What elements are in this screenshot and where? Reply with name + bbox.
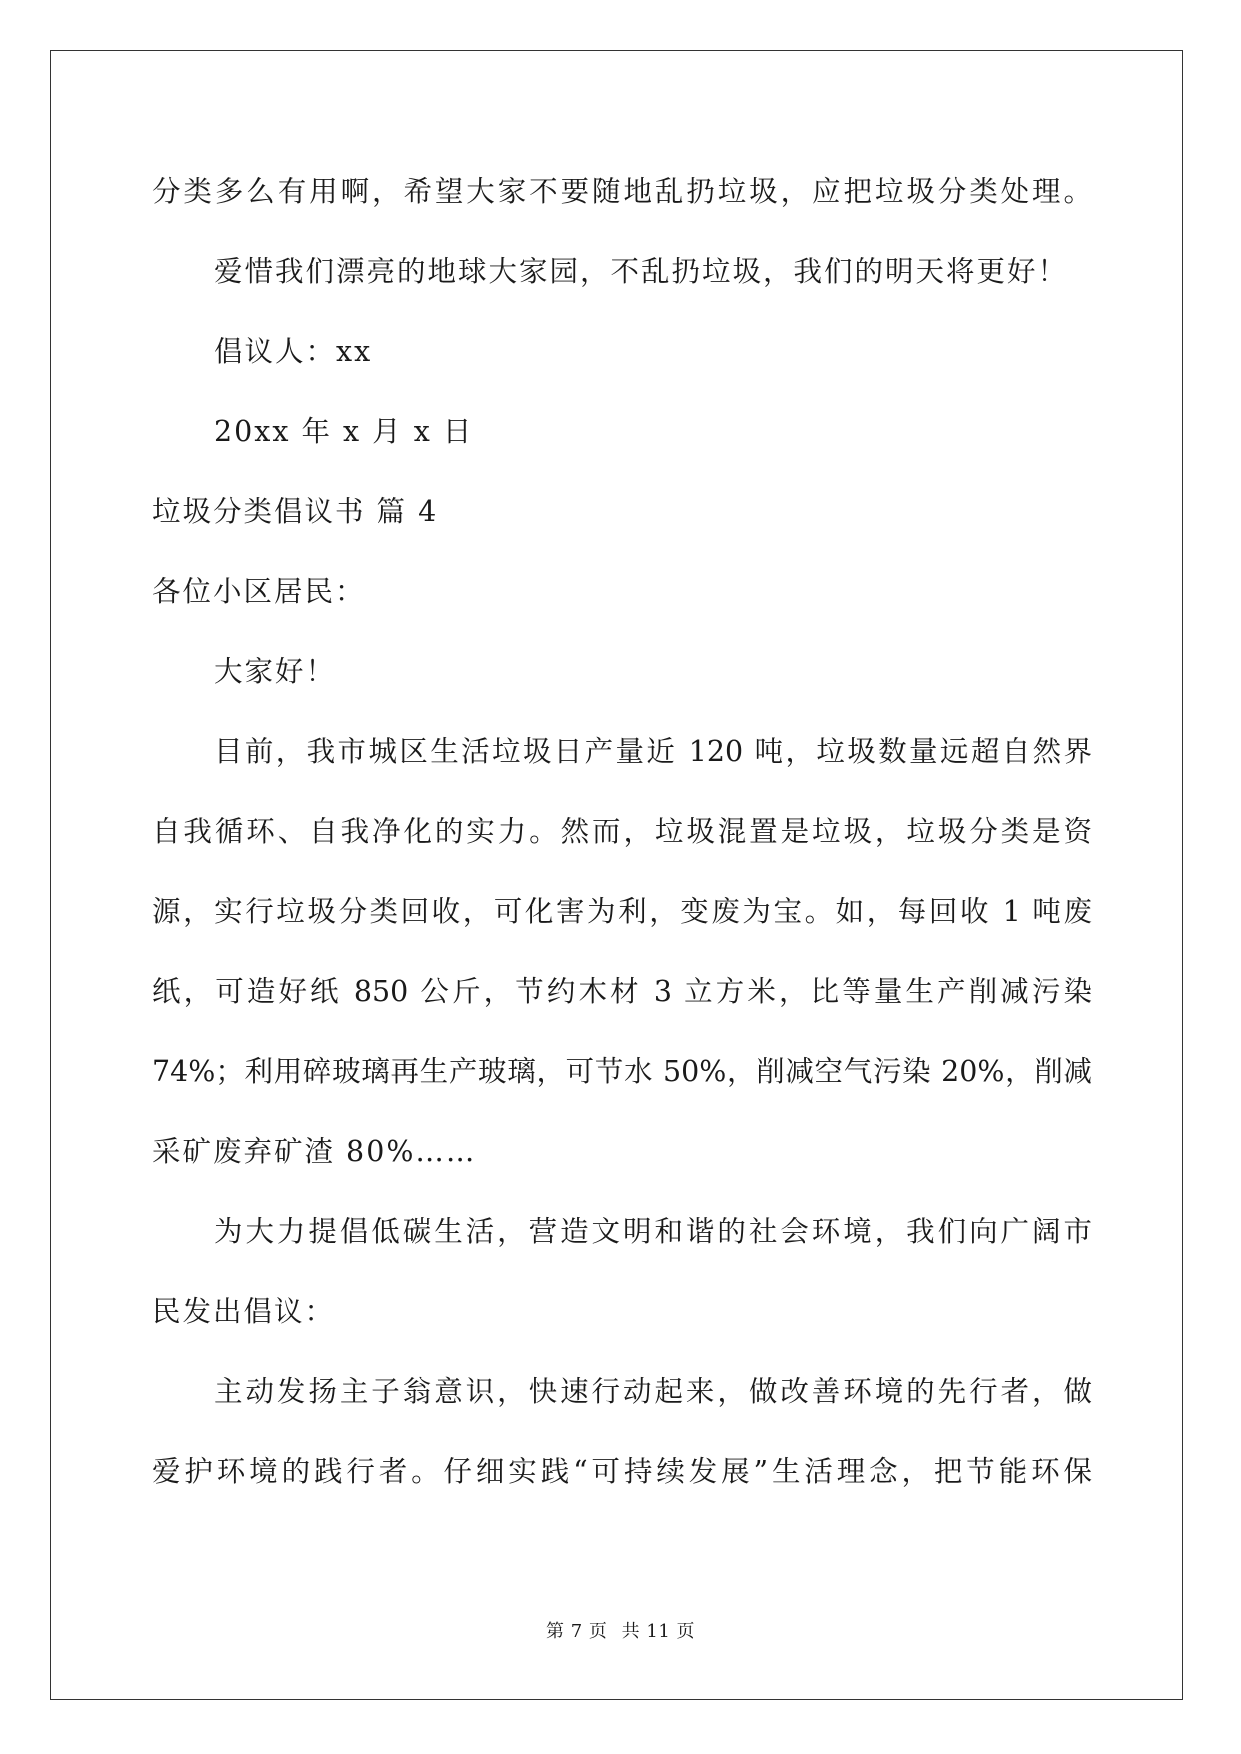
body-text-line: 自我循环、自我净化的实力。然而，垃圾混置是垃圾，垃圾分类是资	[152, 815, 1092, 848]
body-text-line: 采矿废弃矿渣 80%……	[152, 1135, 477, 1168]
section-heading: 垃圾分类倡议书 篇 4	[152, 495, 439, 528]
body-text-line: 为大力提倡低碳生活，营造文明和谐的社会环境，我们向广阔市	[214, 1215, 1092, 1248]
body-text-line: 主动发扬主子翁意识，快速行动起来，做改善环境的先行者，做	[214, 1375, 1092, 1408]
signature-line: 倡议人：xx	[214, 335, 373, 368]
salutation: 各位小区居民：	[152, 575, 366, 608]
body-text-line: 纸，可造好纸 850 公斤，节约木材 3 立方米，比等量生产削减污染	[152, 975, 1092, 1008]
page-footer	[0, 1620, 1241, 1644]
body-text-line: 爱惜我们漂亮的地球大家园，不乱扔垃圾，我们的明天将更好！	[214, 255, 1069, 288]
body-text-line: 爱护环境的践行者。仔细实践“可持续发展”生活理念，把节能环保	[152, 1455, 1092, 1488]
greeting: 大家好！	[214, 655, 337, 688]
date-line: 20xx 年 x 月 x 日	[214, 415, 474, 448]
body-text-line: 74%；利用碎玻璃再生产玻璃，可节水 50%，削减空气污染 20%，削减	[152, 1055, 1092, 1088]
body-text-line: 分类多么有用啊，希望大家不要随地乱扔垃圾，应把垃圾分类处理。	[152, 175, 1092, 208]
body-text-line: 目前，我市城区生活垃圾日产量近 120 吨，垃圾数量远超自然界	[214, 735, 1092, 768]
page-total: 共 11 页	[621, 1621, 695, 1642]
page-number: 第 7 页	[546, 1621, 608, 1642]
body-text-line: 民发出倡议：	[152, 1295, 336, 1328]
body-text-line: 源，实行垃圾分类回收，可化害为利，变废为宝。如，每回收 1 吨废	[152, 895, 1092, 928]
